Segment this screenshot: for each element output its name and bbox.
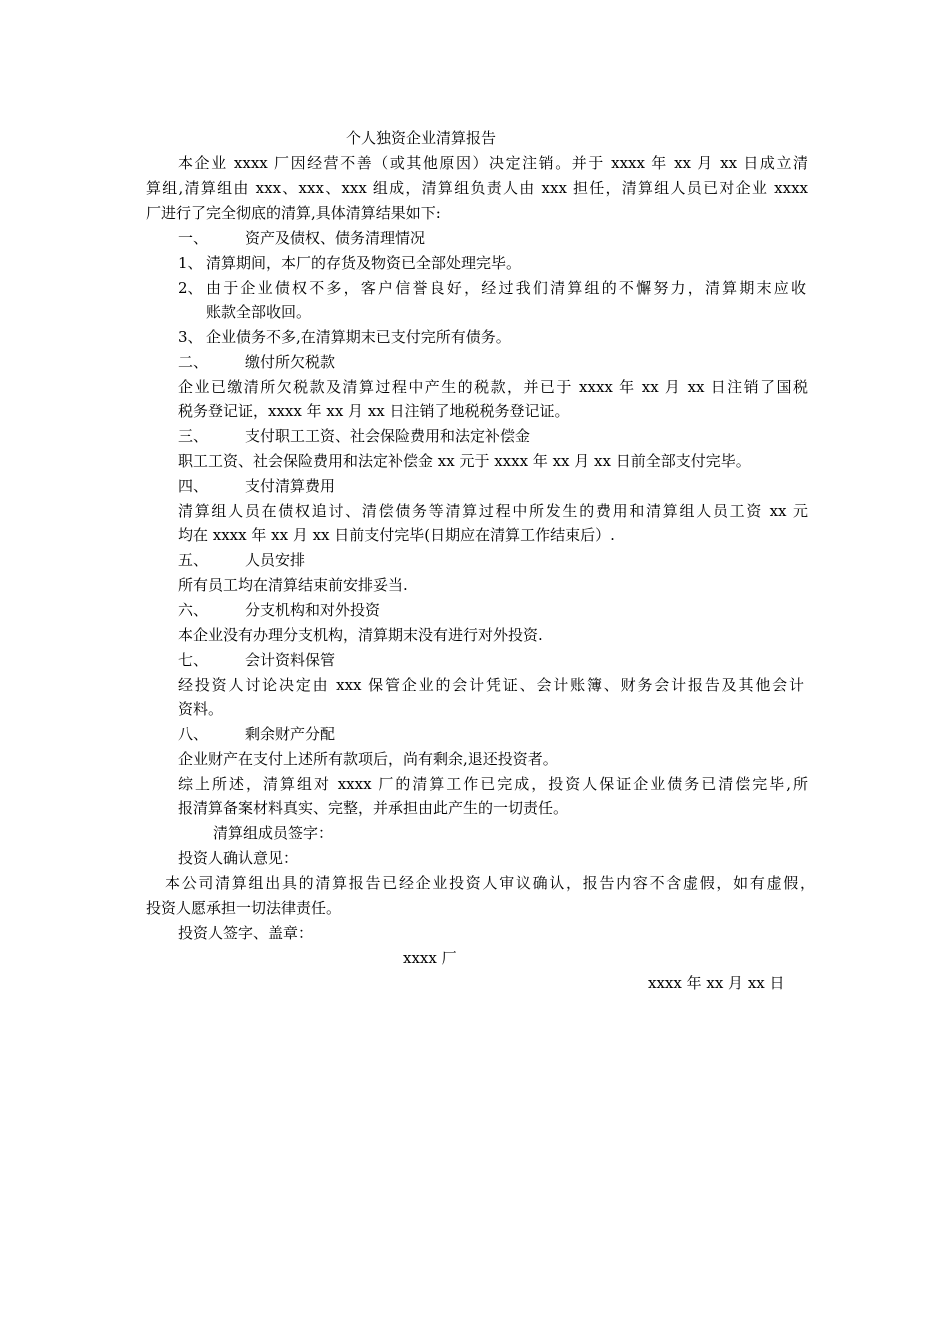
section-4-body-line-1: 清算组人员在债权追讨、清偿债务等清算过程中所发生的费用和清算组人员工资 xx 元 bbox=[178, 502, 808, 520]
document-title: 个人独资企业清算报告 bbox=[346, 129, 497, 147]
item-2-text-line-2: 账款全部收回。 bbox=[206, 303, 312, 321]
section-6-number: 六、 bbox=[178, 601, 209, 619]
section-3-number: 三、 bbox=[178, 427, 209, 445]
section-6-heading: 分支机构和对外投资 bbox=[245, 601, 381, 619]
intro-line-1: 本企业 xxxx 厂因经营不善（或其他原因）决定注销。并于 xxxx 年 xx 月 xx 日成立清 bbox=[178, 154, 808, 172]
section-3-body-line-1: 职工工资、社会保险费用和法定补偿金 xx 元于 xxxx 年 xx 月 xx 日前全部支付完毕。 bbox=[178, 452, 751, 470]
item-3-text: 企业债务不多,在清算期末已支付完所有债务。 bbox=[206, 328, 511, 346]
section-6-body-line-1: 本企业没有办理分支机构，清算期末没有进行对外投资. bbox=[178, 626, 543, 644]
intro-line-3: 厂进行了完全彻底的清算,具体清算结果如下: bbox=[146, 204, 441, 222]
section-7-heading: 会计资料保管 bbox=[245, 651, 336, 669]
item-3-number: 3、 bbox=[178, 328, 203, 346]
item-1-number: 1、 bbox=[178, 254, 203, 272]
section-4-number: 四、 bbox=[178, 477, 209, 495]
section-5-number: 五、 bbox=[178, 551, 209, 569]
company-name: xxxx 厂 bbox=[403, 949, 457, 967]
section-7-body-line-1: 经投资人讨论决定由 xxx 保管企业的会计凭证、会计账簿、财务会计报告及其他会计 bbox=[178, 676, 804, 694]
section-2-body-line-2: 税务登记证，xxxx 年 xx 月 xx 日注销了地税税务登记证。 bbox=[178, 402, 570, 420]
report-date: xxxx 年 xx 月 xx 日 bbox=[648, 974, 785, 992]
section-8-body-line-1: 企业财产在支付上述所有款项后，尚有剩余,退还投资者。 bbox=[178, 750, 558, 768]
section-5-heading: 人员安排 bbox=[245, 551, 306, 569]
section-1-number: 一、 bbox=[178, 229, 209, 247]
section-5-body-line-1: 所有员工均在清算结束前安排妥当. bbox=[178, 576, 408, 594]
summary-line-2: 报清算备案材料真实、完整，并承担由此产生的一切责任。 bbox=[178, 799, 569, 817]
item-2-text-line-1: 由于企业债权不多，客户信誉良好，经过我们清算组的不懈努力，清算期末应收 bbox=[206, 279, 806, 297]
section-2-body-line-1: 企业已缴清所欠税款及清算过程中产生的税款，并已于 xxxx 年 xx 月 xx 日注销了国税 bbox=[178, 378, 808, 396]
intro-line-2: 算组,清算组由 xxx、xxx、xxx 组成，清算组负责人由 xxx 担任，清算组人员已对企业 xxxx bbox=[146, 179, 808, 197]
investor-signature-label: 投资人签字、盖章： bbox=[178, 924, 314, 942]
summary-line-1: 综上所述，清算组对 xxxx 厂的清算工作已完成，投资人保证企业债务已清偿完毕,所 bbox=[178, 775, 808, 793]
investor-opinion-label: 投资人确认意见： bbox=[178, 849, 299, 867]
section-4-body-line-2: 均在 xxxx 年 xx 月 xx 日前支付完毕(日期应在清算工作结束后）. bbox=[178, 526, 615, 544]
section-2-number: 二、 bbox=[178, 353, 209, 371]
item-1-text: 清算期间，本厂的存货及物资已全部处理完毕。 bbox=[206, 254, 522, 272]
section-7-number: 七、 bbox=[178, 651, 209, 669]
section-8-heading: 剩余财产分配 bbox=[245, 725, 336, 743]
section-8-number: 八、 bbox=[178, 725, 209, 743]
section-3-heading: 支付职工工资、社会保险费用和法定补偿金 bbox=[245, 427, 531, 445]
item-2-number: 2、 bbox=[178, 279, 203, 297]
team-signature-label: 清算组成员签字： bbox=[213, 824, 334, 842]
section-7-body-line-2: 资料。 bbox=[178, 700, 224, 718]
section-4-heading: 支付清算费用 bbox=[245, 477, 336, 495]
section-2-heading: 缴付所欠税款 bbox=[245, 353, 336, 371]
investor-opinion-line-2: 投资人愿承担一切法律责任。 bbox=[146, 899, 342, 917]
section-1-heading: 资产及债权、债务清理情况 bbox=[245, 229, 426, 247]
investor-opinion-line-1: 本公司清算组出具的清算报告已经企业投资人审议确认，报告内容不含虚假，如有虚假， bbox=[165, 874, 815, 892]
